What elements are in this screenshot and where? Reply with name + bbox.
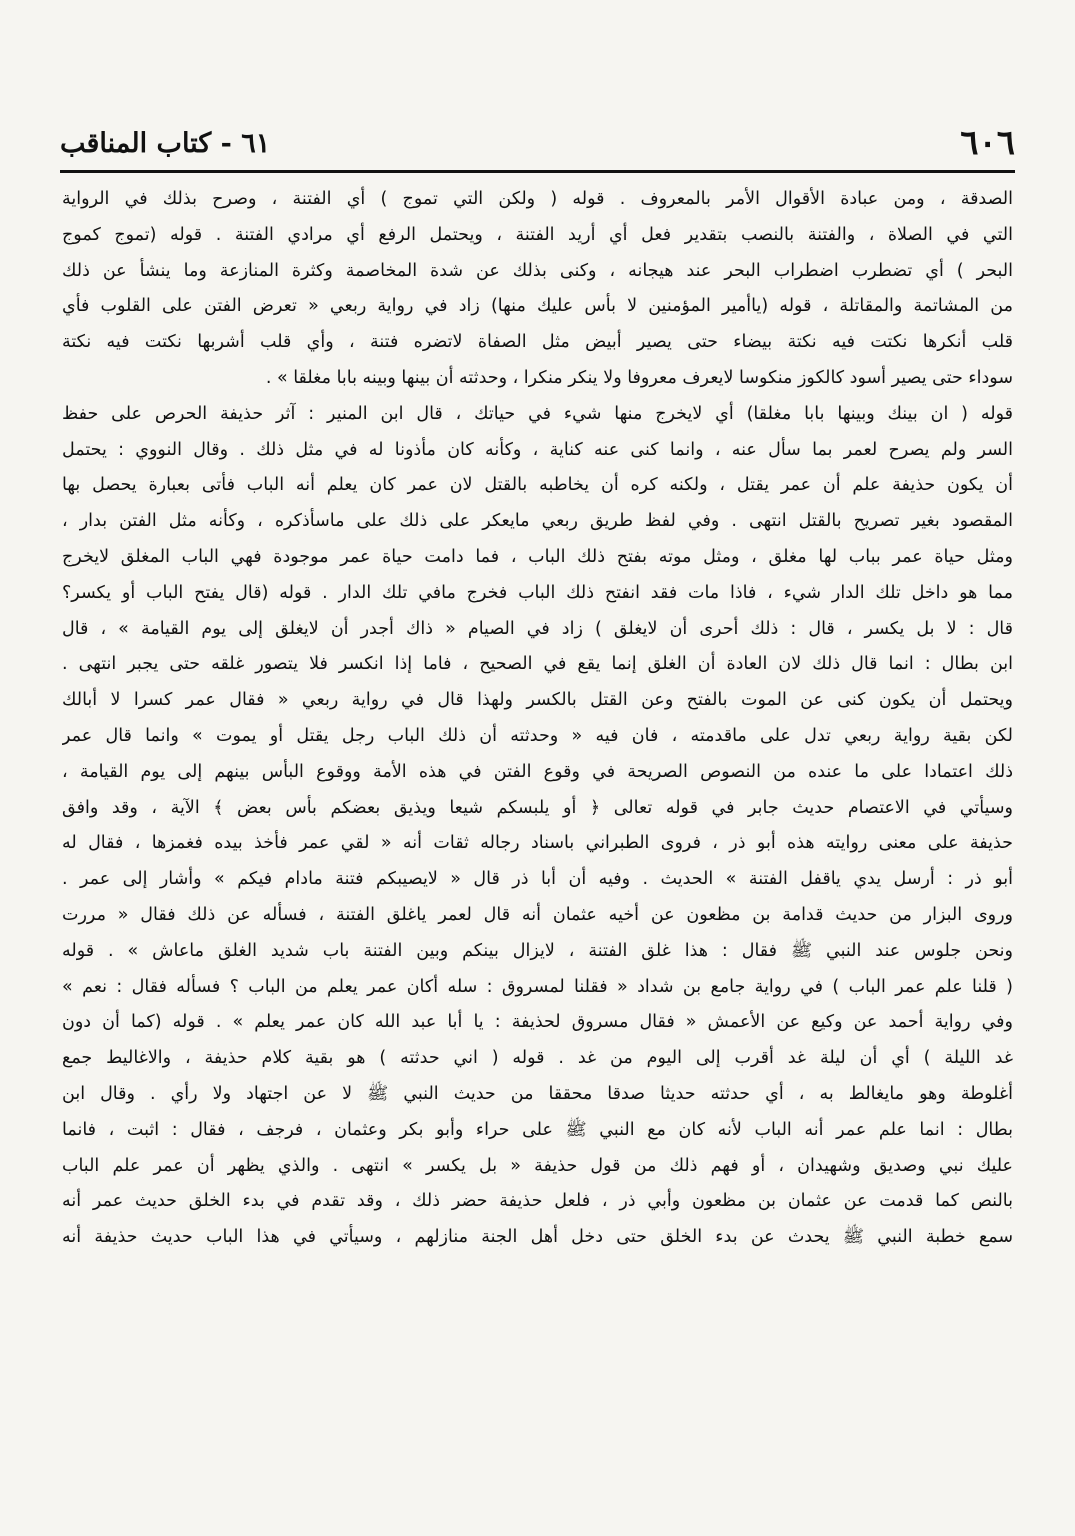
text-line: لكن بقية رواية ربعي تدل على ماقدمته ، فان فيه « وحدثته أن ذلك الباب رجل يقتل أو يموت » وانما قال عمر [62,725,1013,746]
text-line: حذيفة على معنى روايته هذه أبو ذر ، فروى الطبراني باسناد رجاله ثقات أنه « لقي عمر فأخذ بيده فغمزها ، فقال له [62,833,1013,854]
page-header [60,118,1015,162]
text-line: أغلوطة وهو مايغالط به ، أي حدثته حديثا صدقا محققا من حديث النبي ﷺ لا عن اجتهاد ولا رأي . وقال ابن [62,1083,1013,1104]
text-line: وفي رواية أحمد عن وكيع عن الأعمش « فقال مسروق لحذيفة : يا أبا عبد الله كان عمر يعلم » . قوله (كما أن دون [62,1012,1013,1033]
text-line: وروى البزار من حديث قدامة بن مظعون عن أخيه عثمان أنه قال لعمر ياغلق الفتنة ، فسأله عن ذلك فقال « مررت [62,904,1013,925]
text-line: سوداء حتى يصير أسود كالكوز منكوسا لايعرف معروفا ولا ينكر منكرا ، وحدثته أن بينها وبينه بابا مغلقا » . [265,367,1013,388]
text-line: ونحن جلوس عند النبي ﷺ فقال : هذا غلق الفتنة ، لايزال بينكم وبين الفتنة باب شديد الغلق ماعاش » . قوله [62,940,1013,961]
page-number: ٦٠٦ [960,123,1015,163]
text-line: وسيأتي في الاعتصام حديث جابر في قوله تعالى ﴿ أو يلبسكم شيعا ويذيق بعضكم بأس بعض ﴾ الآية ، وقد وافق [62,797,1013,818]
text-line: بالنص كما قدمت عن عثمان بن مظعون وأبي ذر ، فلعل حذيفة حضر ذلك ، وقد تقدم في بدء الخلق حديث عمر أنه [62,1191,1013,1212]
text-line: من المشاتمة والمقاتلة ، قوله (ياأمير المؤمنين لا بأس عليك منها) زاد في رواية ربعي « تعرض الفتن على القلوب فأي [62,296,1013,317]
text-line: غد الليلة ) أي أن ليلة غد أقرب إلى اليوم من غد . قوله ( اني حدثته ) هو بقية كلام حذيفة ، والاغاليط جمع [62,1048,1013,1069]
text-line: التي في الصلاة ، والفتنة بالنصب بتقدير فعل أي أريد الفتنة ، ويحتمل الرفع أي مرادي الفتنة . قوله (تموج كموج [62,224,1013,245]
text-line: السر ولم يصرح لعمر بما سأل عنه ، وانما كنى عنه كناية ، وكأنه كان مأذونا له في مثل ذلك . وقال النووي : يحتمل [62,439,1013,460]
text-line: سمع خطبة النبي ﷺ يحدث عن بدء الخلق حتى دخل أهل الجنة منازلهم ، وسيأتي في هذا الباب حديث حذيفة أنه [62,1227,1013,1248]
text-line: ابن بطال : انما قال ذلك لان العادة أن الغلق إنما يقع في الصحيح ، فاما إذا انكسر فلا يتصور غلقه حتى يجبر انتهى . [62,654,1013,675]
text-line: قلب أنكرها نكتت فيه نكتة بيضاء حتى يصير أبيض مثل الصفاة لاتضره فتنة ، وأي قلب أشربها نكتت فيه نكتة [62,332,1013,353]
text-line: ويحتمل أن يكون كنى عن الموت بالفتح وعن القتل بالكسر ولهذا قال في رواية ربعي « فقال عمر كسرا لا أبالك [62,690,1013,711]
text-line: مما هو داخل تلك الدار شيء ، فاذا مات فقد انفتح ذلك الباب فخرج مافي تلك الدار . قوله (قال يفتح الباب أو يكسر؟ [62,582,1013,603]
text-line: الصدقة ، ومن عبادة الأقوال الأمر بالمعروف . قوله ( ولكن التي تموج ) أي الفتنة ، وصرح بذلك في الرواية [62,189,1013,209]
text-line: ومثل حياة عمر بباب لها مغلق ، ومثل موته بفتح ذلك الباب ، فما دامت حياة عمر موجودة فهي الباب المغلق لايخرج [62,546,1013,567]
header-rule [60,170,1015,173]
body-text [62,182,1013,1256]
text-line: البحر ) أي تضطرب اضطراب البحر عند هيجانه ، وكنى بذلك عن شدة المخاصمة وكثرة المنازعة وما ينشأ عن ذلك [62,260,1013,281]
text-line: ( قلنا علم عمر الباب ) في رواية جامع بن شداد « فقلنا لمسروق : سله أكان عمر يعلم من الباب ؟ فسأله فقال : نعم » [62,976,1013,997]
text-line: عليك نبي وصديق وشهيدان ، أو فهم ذلك من قول حذيفة « بل يكسر » انتهى . والذي يظهر أن عمر علم الباب [62,1155,1013,1176]
text-line: بطال : انما علم عمر أنه الباب لأنه كان مع النبي ﷺ على حراء وأبو بكر وعثمان ، فرجف ، فقال : اثبت ، فانما [62,1119,1013,1140]
running-title: ٦١ - كتاب المناقب [60,128,271,159]
text-line: أبو ذر : أرسل يدي ياقفل الفتنة » الحديث . وفيه أن أبا ذر قال « لايصيبكم فتنة مادام فيكم » وأشار إلى عمر . [62,869,1013,890]
text-line: ذلك اعتمادا على ما عنده من النصوص الصريحة في وقوع الفتن في هذه الأمة ووقوع البأس بينهم إلى يوم القيامة ، [62,761,1013,782]
text-line: قوله ( ان بينك وبينها بابا مغلقا) أي لايخرج منها شيء في حياتك ، قال ابن المنير : آثر حذيفة الحرص على حفظ [62,403,1013,424]
text-line: المقصود بغير تصريح بالقتل انتهى . وفي لفظ طريق ربعي مايعكر على ذلك على ماسأذكره ، وكأنه مثل الفتن بدار ، [62,511,1013,532]
text-line: أن يكون حذيفة علم أن عمر يقتل ، ولكنه كره أن يخاطبه بالقتل لان عمر كان يعلم أنه الباب فأتى بعبارة يحصل بها [62,475,1013,496]
text-line: قال : لا بل يكسر ، قال : ذلك أحرى أن لايغلق ) زاد في الصيام « ذاك أجدر أن لايغلق إلى يوم القيامة » ، قال [62,618,1013,639]
